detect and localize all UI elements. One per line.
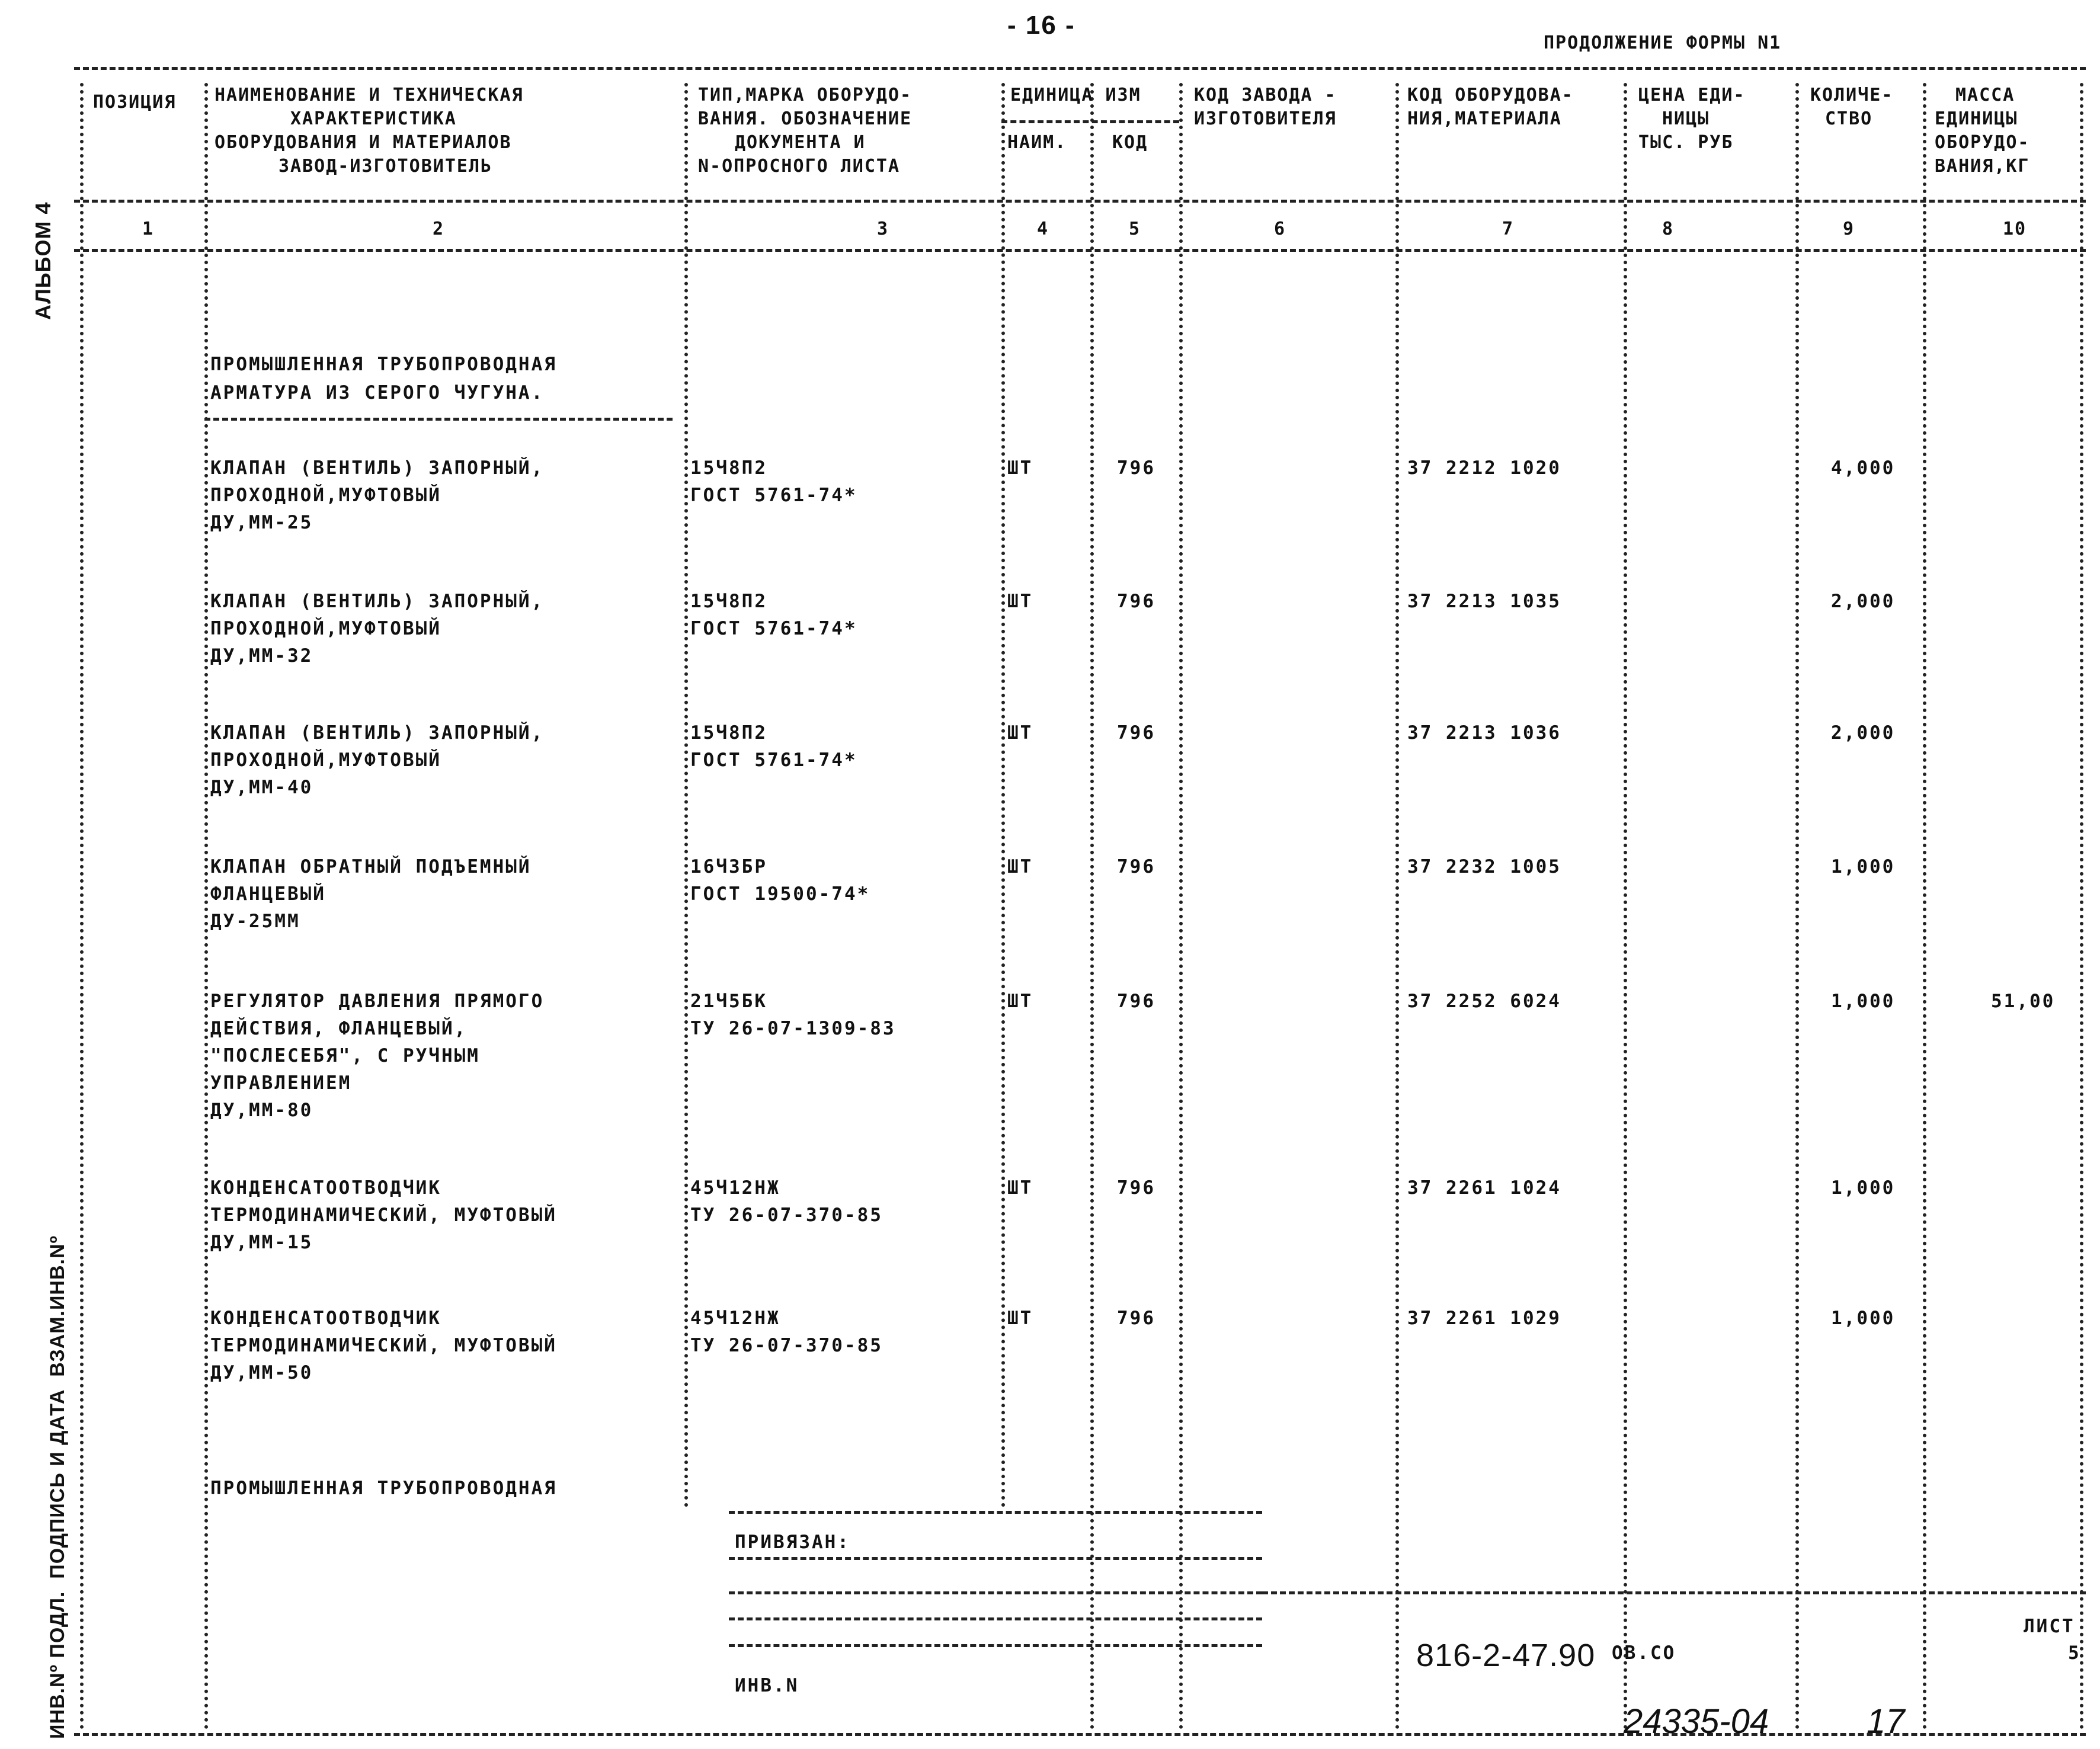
column-separator	[80, 83, 84, 1730]
item-type: 45Ч12НЖ	[690, 1177, 780, 1199]
column-number: 8	[1662, 219, 1675, 239]
column-separator	[1795, 83, 1799, 1730]
stamp-line	[729, 1617, 1262, 1620]
stamp-line	[729, 1591, 1262, 1594]
item-unit: ШТ	[1007, 1177, 1033, 1199]
item-name: ДУ,ММ-32	[210, 645, 313, 667]
item-quantity: 2,000	[1831, 591, 1896, 612]
item-unit: ШТ	[1007, 722, 1033, 744]
item-name: КЛАПАН (ВЕНТИЛЬ) ЗАПОРНЫЙ,	[210, 457, 545, 479]
item-type: 15Ч8П2	[690, 457, 767, 479]
item-quantity: 1,000	[1831, 856, 1896, 877]
top-border	[74, 67, 2086, 70]
section-title: АРМАТУРА ИЗ СЕРОГО ЧУГУНА.	[210, 382, 545, 403]
header-price: ТЫС. РУБ	[1638, 132, 1734, 153]
item-type: 16Ч3БР	[690, 856, 767, 877]
item-unit-code: 796	[1117, 856, 1155, 877]
column-number: 7	[1502, 219, 1515, 239]
document-suffix: ОВ.СО	[1612, 1642, 1676, 1664]
item-unit-code: 796	[1117, 722, 1155, 744]
column-number: 9	[1843, 219, 1855, 239]
document-number: 816-2-47.90	[1416, 1638, 1596, 1673]
item-unit: ШТ	[1007, 457, 1033, 479]
header-price: НИЦЫ	[1662, 108, 1710, 129]
section-title: ПРОМЫШЛЕННАЯ ТРУБОПРОВОДНАЯ	[210, 354, 557, 375]
item-type: ТУ 26-07-370-85	[690, 1335, 883, 1356]
stamp-line	[729, 1644, 1262, 1647]
item-quantity: 1,000	[1831, 1308, 1896, 1329]
header-unit: ЕДИНИЦА ИЗМ	[1010, 85, 1141, 105]
item-name: ДУ-25ММ	[210, 911, 300, 932]
item-unit: ШТ	[1007, 1308, 1033, 1329]
item-quantity: 1,000	[1831, 991, 1896, 1012]
item-unit-code: 796	[1117, 457, 1155, 479]
item-equipment-code: 37 2252 6024	[1407, 991, 1561, 1012]
item-equipment-code: 37 2232 1005	[1407, 856, 1561, 877]
header-type-line: ТИП,МАРКА ОБОРУДО-	[698, 85, 913, 105]
item-equipment-code: 37 2212 1020	[1407, 457, 1561, 479]
item-name: ДУ,ММ-80	[210, 1100, 313, 1121]
continuation-label: ПРОДОЛЖЕНИЕ ФОРМЫ N1	[1544, 33, 1782, 53]
header-factory-code: ИЗГОТОВИТЕЛЯ	[1194, 108, 1337, 129]
header-unit-name: НАИМ.	[1007, 132, 1067, 153]
header-name-line: ХАРАКТЕРИСТИКА	[290, 108, 457, 129]
column-separator	[684, 83, 688, 1508]
item-name: УПРАВЛЕНИЕМ	[210, 1072, 352, 1094]
column-number: 1	[142, 219, 155, 239]
column-separator	[1090, 83, 1094, 1730]
column-separator	[1923, 83, 1926, 1730]
item-name: ПРОХОДНОЙ,МУФТОВЫЙ	[210, 485, 441, 506]
header-unit-code: КОД	[1112, 132, 1148, 153]
page-number: - 16 -	[1007, 11, 1075, 40]
header-name-line: НАИМЕНОВАНИЕ И ТЕХНИЧЕСКАЯ	[215, 85, 524, 105]
item-name: КОНДЕНСАТООТВОДЧИК	[210, 1177, 441, 1199]
column-number: 4	[1037, 219, 1049, 239]
item-name: ТЕРМОДИНАМИЧЕСКИЙ, МУФТОВЫЙ	[210, 1205, 557, 1226]
header-type-line: N-ОПРОСНОГО ЛИСТА	[698, 156, 901, 177]
column-number: 10	[2003, 219, 2027, 239]
column-separator	[2080, 83, 2083, 1730]
header-price: ЦЕНА ЕДИ-	[1638, 85, 1746, 105]
header-mass: ОБОРУДО-	[1935, 132, 2030, 153]
section-underline	[204, 418, 673, 421]
stamp-inv-label: ИНВ.N	[735, 1675, 799, 1696]
numbers-bottom-line	[74, 249, 2086, 252]
item-unit-code: 796	[1117, 1308, 1155, 1329]
header-equip-code: НИЯ,МАТЕРИАЛА	[1407, 108, 1562, 129]
item-unit-code: 796	[1117, 1177, 1155, 1199]
sheet-label: ЛИСТ	[2024, 1616, 2075, 1637]
column-number: 3	[877, 219, 889, 239]
item-name: КЛАПАН ОБРАТНЫЙ ПОДЪЕМНЫЙ	[210, 856, 532, 877]
sheet-number: 5	[2068, 1642, 2081, 1664]
item-unit-code: 796	[1117, 991, 1155, 1012]
column-separator	[204, 83, 208, 1730]
header-type-line: ДОКУМЕНТА И	[735, 132, 866, 153]
stamp-top-line	[729, 1511, 1262, 1514]
item-unit: ШТ	[1007, 856, 1033, 877]
stamp-bound-label: ПРИВЯЗАН:	[735, 1532, 850, 1553]
side-signature-label: ИНВ.Nº ПОДЛ. ПОДПИСЬ И ДАТА ВЗАМ.ИНВ.Nº	[46, 1235, 69, 1739]
section-title-2: ПРОМЫШЛЕННАЯ ТРУБОПРОВОДНАЯ	[210, 1478, 557, 1499]
item-type: ГОСТ 5761-74*	[690, 618, 857, 639]
column-number: 2	[433, 219, 445, 239]
item-name: ТЕРМОДИНАМИЧЕСКИЙ, МУФТОВЫЙ	[210, 1335, 557, 1356]
item-quantity: 2,000	[1831, 722, 1896, 744]
item-name: ДЕЙСТВИЯ, ФЛАНЦЕВЫЙ,	[210, 1018, 468, 1039]
column-separator	[1001, 83, 1005, 1508]
header-factory-code: КОД ЗАВОДА -	[1194, 85, 1337, 105]
item-type: ТУ 26-07-1309-83	[690, 1018, 896, 1039]
item-quantity: 1,000	[1831, 1177, 1896, 1199]
handwritten-page-number: 17	[1867, 1702, 1905, 1741]
header-mass: ВАНИЯ,КГ	[1935, 156, 2030, 177]
header-name-line: ЗАВОД-ИЗГОТОВИТЕЛЬ	[278, 156, 493, 177]
item-name: ДУ,ММ-25	[210, 512, 313, 533]
item-type: ГОСТ 19500-74*	[690, 883, 870, 905]
header-name-line: ОБОРУДОВАНИЯ И МАТЕРИАЛОВ	[215, 132, 512, 153]
header-mass: ЕДИНИЦЫ	[1935, 108, 2018, 129]
item-equipment-code: 37 2261 1029	[1407, 1308, 1561, 1329]
item-name: ДУ,ММ-15	[210, 1232, 313, 1253]
column-separator	[1179, 83, 1183, 1730]
handwritten-archive-number: 24335-04	[1624, 1702, 1769, 1741]
item-mass: 51,00	[1991, 991, 2056, 1012]
item-name: ФЛАНЦЕВЫЙ	[210, 883, 326, 905]
item-equipment-code: 37 2213 1035	[1407, 591, 1561, 612]
side-album-label: АЛЬБОМ 4	[31, 201, 55, 320]
item-type: ГОСТ 5761-74*	[690, 485, 857, 506]
item-quantity: 4,000	[1831, 457, 1896, 479]
header-position: ПОЗИЦИЯ	[93, 92, 177, 113]
item-type: 45Ч12НЖ	[690, 1308, 780, 1329]
column-separator	[1395, 83, 1399, 1730]
header-quantity: КОЛИЧЕ-	[1810, 85, 1894, 105]
item-name: КЛАПАН (ВЕНТИЛЬ) ЗАПОРНЫЙ,	[210, 591, 545, 612]
item-type: ТУ 26-07-370-85	[690, 1205, 883, 1226]
item-name: "ПОСЛЕСЕБЯ", С РУЧНЫМ	[210, 1045, 480, 1066]
item-name: РЕГУЛЯТОР ДАВЛЕНИЯ ПРЯМОГО	[210, 991, 545, 1012]
column-number: 5	[1129, 219, 1141, 239]
item-unit: ШТ	[1007, 591, 1033, 612]
item-unit-code: 796	[1117, 591, 1155, 612]
header-type-line: ВАНИЯ. ОБОЗНАЧЕНИЕ	[698, 108, 913, 129]
header-quantity: СТВО	[1825, 108, 1873, 129]
header-mass: МАССА	[1955, 85, 2015, 105]
item-type: 21Ч5БК	[690, 991, 767, 1012]
item-type: 15Ч8П2	[690, 722, 767, 744]
item-name: ДУ,ММ-40	[210, 777, 313, 798]
header-bottom-line	[74, 200, 2086, 203]
stamp-right-line	[1262, 1591, 2086, 1594]
item-equipment-code: 37 2213 1036	[1407, 722, 1561, 744]
header-equip-code: КОД ОБОРУДОВА-	[1407, 85, 1574, 105]
item-unit: ШТ	[1007, 991, 1033, 1012]
item-name: ПРОХОДНОЙ,МУФТОВЫЙ	[210, 749, 441, 771]
column-number: 6	[1274, 219, 1286, 239]
item-name: ДУ,ММ-50	[210, 1362, 313, 1383]
item-type: 15Ч8П2	[690, 591, 767, 612]
item-name: КОНДЕНСАТООТВОДЧИК	[210, 1308, 441, 1329]
bottom-border	[74, 1733, 2086, 1736]
column-separator	[1624, 83, 1627, 1730]
item-name: КЛАПАН (ВЕНТИЛЬ) ЗАПОРНЫЙ,	[210, 722, 545, 744]
stamp-line	[729, 1557, 1262, 1560]
item-type: ГОСТ 5761-74*	[690, 749, 857, 771]
item-name: ПРОХОДНОЙ,МУФТОВЫЙ	[210, 618, 441, 639]
item-equipment-code: 37 2261 1024	[1407, 1177, 1561, 1199]
